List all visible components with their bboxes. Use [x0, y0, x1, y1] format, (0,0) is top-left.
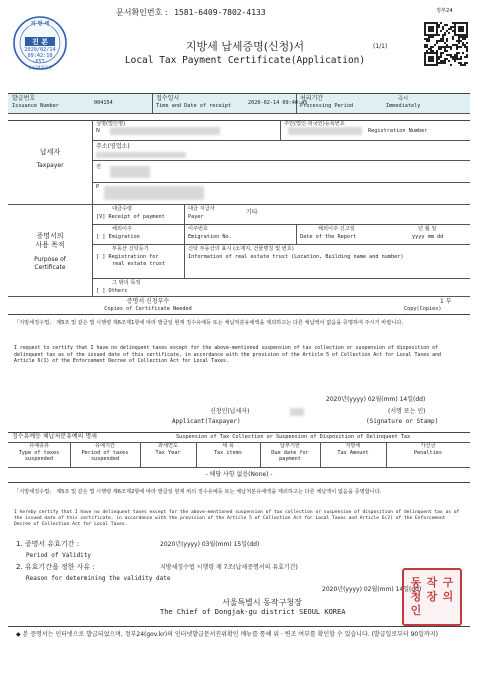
suspension-header-en: suspended [24, 456, 54, 462]
request-statement-en: I request to certify that I have no delinquent taxes except for the above-mentioned suspension of tax collection or suspension of disposition of delinquent tax as of the issued date of this certificate, in accordance with the provision of the Article 5 of Collection Act for Local Taxes and Article 6(1) of the Enforcement Decree of Collection Act for Local Taxes. [14, 345, 441, 365]
stamp-char: 청 [410, 590, 422, 603]
report-date-label-ko: 해외이주 신고일 [318, 226, 355, 232]
purpose-label-ko-1: 증명서의 [36, 232, 64, 240]
qr-code [424, 22, 468, 68]
copies-label-en: Copies of Certificate Needed [104, 306, 192, 312]
seal-bottom-text: 정부24발급용 [27, 65, 53, 70]
suspension-none: - 해당 사항 없음(None) - [205, 471, 273, 478]
payer-label-ko: 대금 지급자 [188, 206, 215, 212]
title-korean: 지방세 납세증명(신청)서 [185, 40, 305, 53]
title-english: Local Tax Payment Certificate(Application) [124, 55, 366, 66]
official-stamp [402, 568, 462, 626]
others-ko: 그 밖의 목적 [112, 280, 141, 286]
applicant-sign-en: (Signature or Stamp) [366, 418, 439, 425]
receipt-time-label-ko: 접수일시 [156, 95, 180, 102]
trust-registration-checkbox: [ ] Registration for [96, 254, 159, 260]
processing-period-label-ko: 처리기간 [300, 95, 324, 102]
stamp-char: 작 [426, 576, 438, 589]
phone-label-ko: 전 [96, 164, 102, 170]
registration-label-en: Registration Number [368, 128, 428, 134]
suspension-header-en: Tax Year [155, 449, 181, 456]
purpose-label-ko-2: 사용 목적 [35, 241, 65, 249]
suspension-header-en: Penalties [413, 449, 443, 456]
stamp-char: 장 [426, 590, 438, 603]
suspension-header-en: Tax Amount [337, 449, 369, 456]
suspension-header-ko: 과세연도 [157, 443, 179, 449]
suspension-header-ko: 지방세 [345, 443, 361, 449]
name-label-en: N [96, 128, 100, 134]
suspension-header-en: payment [279, 456, 301, 462]
processing-period-label-en: Processing Period [300, 103, 354, 109]
emigration-ko: 해외이주 [112, 226, 133, 232]
qr-label: 정부24 [436, 8, 453, 14]
address-label-ko: 주소(영업소) [96, 143, 130, 150]
receipt-time-label-en: Time and Date of receipt [156, 103, 231, 109]
suspension-header-ko: 세 목 [222, 443, 234, 449]
processing-period-value-en: Immediately [386, 103, 421, 109]
validity-item2-value: 지방세징수법 시행령 제 7조(납세증명서의 유효기간) [160, 564, 298, 571]
page-indicator: (1/1) [373, 43, 388, 50]
seal-date: 2020/02/14 [24, 47, 56, 53]
suspension-header-en: Period of taxes [81, 449, 129, 456]
trust-registration-ko: 부동산 신탁등기 [112, 246, 149, 252]
trust-info-en: Information of real estate trust (Location, Building name and number) [188, 254, 404, 260]
validity-item1-label: 1. 증명서 유효기간 : [16, 540, 80, 548]
report-date-label-en: Date of the Report [300, 234, 357, 240]
stamp-char: 구 [442, 576, 454, 589]
payer-value: 기타 [246, 209, 258, 216]
suspension-header-en: Type of taxes [18, 449, 60, 456]
doc-number-line [116, 8, 266, 18]
suspension-header-cell [70, 443, 140, 463]
seal-top-text: 지 방 세 [30, 21, 50, 27]
copies-value-en: Copy(Copies) [404, 306, 442, 312]
validity-item2-en: Reason for determining the validity date [26, 575, 171, 582]
redacted-registration [288, 127, 362, 135]
doc-number-label: 문서확인번호 : [116, 8, 168, 17]
issuance-number-value: 004154 [94, 100, 113, 106]
issuance-number-label-ko: 발급번호 [12, 95, 36, 102]
receipt-payment-ko: 대금수령 [112, 206, 133, 212]
footer-notice: ◆ 본 증명서는 인터넷으로 발급되었으며, 정부24(gov.kr)의 인터넷발급문서진위확인 메뉴를 통해 위 · 변조 여부를 확인할 수 있습니다. (발급일로부터 90일까지) [16, 631, 438, 638]
payer-label-en: Payer [188, 214, 204, 220]
seal-main-text: 진 본 [32, 38, 48, 46]
processing-period-value-ko: 즉시 [398, 96, 409, 102]
issuer-name-ko: 서울특별시 동작구청장 [222, 598, 302, 607]
suspension-header-cell [140, 443, 196, 456]
seal-time: 09:42:10 [27, 53, 53, 59]
report-date-format-en: yyyy mm dd [412, 234, 444, 240]
certify-statement-ko: 「지방세징수법」 제5조 및 같은 법 시행령 제6조제2항에 따라 발급일 현재 위의 징수유예등 또는 체납처분유예액을 제외하고는 다른 체납액이 없음을 증명합니다. [14, 489, 382, 495]
receipt-time-value: 2020-02-14 09:40:45 [248, 100, 308, 106]
suspension-header-cell [320, 443, 386, 456]
suspension-header-ko: 가산금 [420, 443, 436, 449]
suspension-title-en: Suspension of Tax Collection or Suspension of Disposition of Delinquent Tax [176, 434, 411, 440]
doc-number: 1581-6409-7802-4133 [174, 8, 266, 17]
application-date: 2020년(yyyy) 02월(mm) 14일(dd) [326, 396, 426, 403]
suspension-header-cell [196, 443, 260, 456]
redacted-name [110, 127, 220, 135]
emigration-no-ko: 이주번호 [188, 226, 209, 232]
seal-code: 65T [35, 59, 45, 65]
suspension-header-en: Tax items [213, 449, 243, 456]
copies-label-ko: 증명서 신청부수 [126, 298, 170, 305]
redacted-phone [110, 166, 150, 178]
purpose-label-en-2: Certificate [34, 264, 66, 271]
applicant-label-en: Applicant(Taxpayer) [172, 418, 241, 425]
purpose-label-en-1: Purpose of [34, 256, 66, 263]
suspension-header-ko: 유예종류 [28, 443, 50, 449]
redacted-address [96, 152, 186, 158]
request-statement-ko: 「지방세징수법」 제5조 및 같은 법 시행령 제6조제1항에 따라 발급일 현재 징수유예등 또는 체납처분유예액을 제외하고는 다른 체납액이 없음을 증명하여 주시기 바랍니다. [14, 320, 404, 326]
taxpayer-label-ko: 납세자 [39, 148, 61, 156]
applicant-sign-ko: (서명 또는 인) [388, 408, 426, 415]
suspension-header-cell [386, 443, 470, 456]
suspension-header-ko: 납부기한 [279, 443, 301, 449]
trust-info-ko: 신탁 부동산의 표시 (소재지, 건물명칭 및 번호) [188, 246, 294, 252]
suspension-header-ko: 유예기간 [94, 443, 116, 449]
suspension-header-cell [260, 443, 320, 463]
genuine-seal [12, 15, 68, 71]
stamp-char: 동 [410, 576, 422, 589]
applicant-label-ko: 신청인(납세자) [210, 408, 250, 415]
emigration-no-en: Emigration No. [188, 234, 232, 240]
name-label-ko: 성명(법인명) [96, 121, 126, 127]
registration-label-ko: 주민(법인·외국인)등록번호 [284, 121, 345, 127]
redacted-applicant [290, 408, 304, 416]
report-date-format-ko: 년 월 일 [418, 226, 437, 232]
suspension-header-cell [8, 443, 70, 463]
receipt-payment-checkbox: [V] Receipt of payment [96, 214, 165, 220]
suspension-header-en: suspended [90, 456, 120, 462]
issuance-number-label-en: Issuance Number [12, 103, 59, 109]
validity-item1-en: Period of Validity [26, 552, 92, 559]
stamp-char: 인 [410, 604, 422, 617]
trust-registration-en-2: real estate trust [112, 261, 166, 267]
validity-item2-label: 2. 유효기간을 정한 사유 : [16, 563, 95, 571]
copies-value-ko: 1 부 [440, 298, 452, 305]
others-checkbox: [ ] Others [96, 288, 128, 294]
stamp-char: 의 [442, 590, 454, 603]
issuer-name-en: The Chief of Dongjak-gu district SEOUL KOREA [160, 608, 346, 616]
issuer-date: 2020년(yyyy) 02월(mm) 14일(dd) [322, 586, 422, 593]
redacted-contact [104, 186, 204, 200]
emigration-checkbox: [ ] Emigration [96, 234, 140, 240]
suspension-title-ko: 징수유예등 체납처분유예의 명세 [12, 433, 97, 440]
validity-item1-value: 2020년(yyyy) 03월(mm) 15일(dd) [160, 541, 260, 548]
phone2-label: P [96, 184, 100, 190]
suspension-header-en: Due date for [271, 449, 309, 456]
certify-statement-en: I hereby certify that I have no delinquent taxes except for the above-mentioned suspension of tax collection or suspension of disposition of delinquent tax as of the issued date of this certificate, in accordance with the provision of the Article 5 of Collection Act for Local Taxes and Article 6(2) of the Enforcement Decree of Collection Act for Local Taxes. [14, 510, 460, 527]
taxpayer-label-en: Taxpayer [36, 162, 64, 169]
